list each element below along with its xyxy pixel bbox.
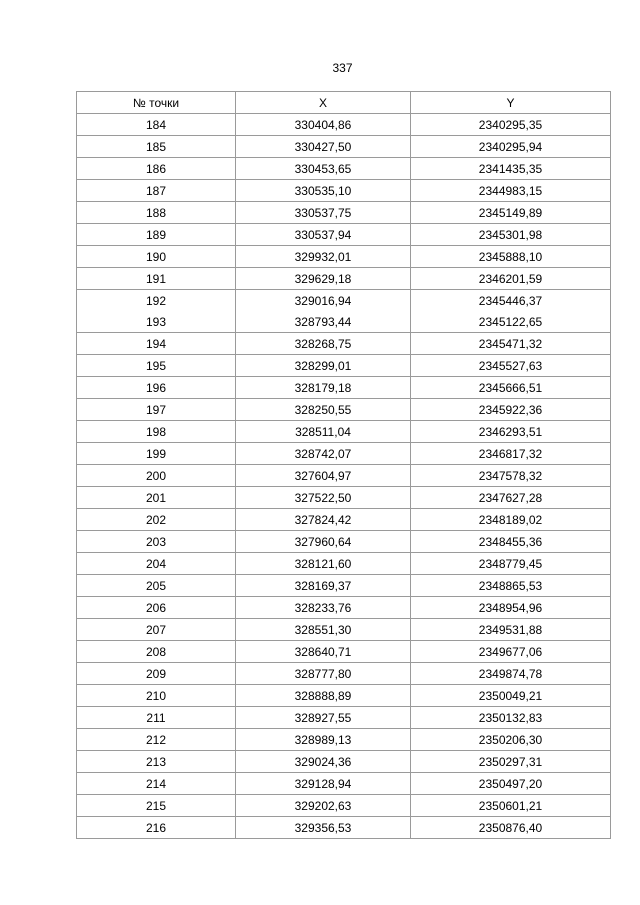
cell-x: 327960,64 (236, 531, 411, 553)
cell-y: 2344983,15 (411, 180, 611, 202)
cell-y: 2345301,98 (411, 224, 611, 246)
cell-y: 2340295,35 (411, 114, 611, 136)
cell-x: 329016,94 (236, 290, 411, 312)
cell-x: 330535,10 (236, 180, 411, 202)
cell-point-number: 186 (77, 158, 236, 180)
cell-point-number: 207 (77, 619, 236, 641)
cell-x: 328742,07 (236, 443, 411, 465)
cell-point-number: 197 (77, 399, 236, 421)
table-row (77, 773, 611, 795)
cell-point-number: 214 (77, 773, 236, 795)
table-row (77, 202, 611, 224)
cell-y: 2348954,96 (411, 597, 611, 619)
cell-y: 2347578,32 (411, 465, 611, 487)
table-row (77, 707, 611, 729)
table-row (77, 729, 611, 751)
cell-x: 327604,97 (236, 465, 411, 487)
cell-x: 328233,76 (236, 597, 411, 619)
header-x: X (236, 92, 411, 114)
header-y: Y (411, 92, 611, 114)
cell-point-number: 206 (77, 597, 236, 619)
cell-point-number: 195 (77, 355, 236, 377)
cell-x: 328250,55 (236, 399, 411, 421)
table-row (77, 597, 611, 619)
cell-x: 330427,50 (236, 136, 411, 158)
cell-point-number: 187 (77, 180, 236, 202)
table-row (77, 641, 611, 663)
cell-y: 2350497,20 (411, 773, 611, 795)
cell-x: 328121,60 (236, 553, 411, 575)
cell-x: 329356,53 (236, 817, 411, 839)
cell-y: 2348455,36 (411, 531, 611, 553)
cell-y: 2345446,37 (411, 290, 611, 312)
table-row (77, 180, 611, 202)
cell-y: 2350132,83 (411, 707, 611, 729)
cell-x: 328777,80 (236, 663, 411, 685)
cell-x: 329202,63 (236, 795, 411, 817)
cell-x: 328927,55 (236, 707, 411, 729)
cell-y: 2345471,32 (411, 333, 611, 355)
table-row (77, 355, 611, 377)
cell-y: 2350206,30 (411, 729, 611, 751)
cell-x: 328299,01 (236, 355, 411, 377)
cell-y: 2340295,94 (411, 136, 611, 158)
cell-y: 2341435,35 (411, 158, 611, 180)
table-row (77, 136, 611, 158)
table-row (77, 553, 611, 575)
cell-y: 2345527,63 (411, 355, 611, 377)
table-row (77, 158, 611, 180)
cell-x: 329128,94 (236, 773, 411, 795)
cell-x: 330404,86 (236, 114, 411, 136)
cell-point-number: 191 (77, 268, 236, 290)
cell-y: 2350876,40 (411, 817, 611, 839)
table-row (77, 817, 611, 839)
coordinates-table (76, 91, 611, 839)
table-row (77, 311, 611, 333)
cell-x: 328793,44 (236, 311, 411, 333)
table-row (77, 268, 611, 290)
cell-point-number: 185 (77, 136, 236, 158)
cell-x: 328169,37 (236, 575, 411, 597)
cell-x: 328888,89 (236, 685, 411, 707)
table-row (77, 663, 611, 685)
cell-y: 2348865,53 (411, 575, 611, 597)
cell-x: 329629,18 (236, 268, 411, 290)
cell-x: 327824,42 (236, 509, 411, 531)
cell-point-number: 202 (77, 509, 236, 531)
cell-point-number: 203 (77, 531, 236, 553)
cell-y: 2350601,21 (411, 795, 611, 817)
table-row (77, 333, 611, 355)
cell-x: 328551,30 (236, 619, 411, 641)
cell-x: 330537,75 (236, 202, 411, 224)
table-body (77, 114, 611, 839)
cell-y: 2349677,06 (411, 641, 611, 663)
cell-y: 2346293,51 (411, 421, 611, 443)
cell-point-number: 212 (77, 729, 236, 751)
header-row (77, 92, 611, 114)
table-row (77, 377, 611, 399)
table-row (77, 290, 611, 312)
table-row (77, 421, 611, 443)
table-row (77, 399, 611, 421)
cell-point-number: 192 (77, 290, 236, 312)
cell-x: 328989,13 (236, 729, 411, 751)
cell-point-number: 210 (77, 685, 236, 707)
cell-point-number: 196 (77, 377, 236, 399)
cell-point-number: 201 (77, 487, 236, 509)
table-row (77, 246, 611, 268)
table-row (77, 465, 611, 487)
cell-point-number: 189 (77, 224, 236, 246)
table-row (77, 224, 611, 246)
cell-x: 327522,50 (236, 487, 411, 509)
cell-y: 2350297,31 (411, 751, 611, 773)
cell-point-number: 209 (77, 663, 236, 685)
cell-x: 328179,18 (236, 377, 411, 399)
cell-point-number: 211 (77, 707, 236, 729)
cell-point-number: 215 (77, 795, 236, 817)
cell-point-number: 216 (77, 817, 236, 839)
cell-y: 2345666,51 (411, 377, 611, 399)
cell-x: 329932,01 (236, 246, 411, 268)
table-row (77, 685, 611, 707)
cell-y: 2348779,45 (411, 553, 611, 575)
cell-point-number: 208 (77, 641, 236, 663)
table-row (77, 575, 611, 597)
table-row (77, 443, 611, 465)
cell-point-number: 198 (77, 421, 236, 443)
cell-point-number: 205 (77, 575, 236, 597)
cell-y: 2348189,02 (411, 509, 611, 531)
table-row (77, 751, 611, 773)
table-header (77, 92, 611, 114)
cell-point-number: 188 (77, 202, 236, 224)
cell-point-number: 213 (77, 751, 236, 773)
cell-x: 329024,36 (236, 751, 411, 773)
cell-point-number: 193 (77, 311, 236, 333)
table-row (77, 619, 611, 641)
table-row (77, 531, 611, 553)
cell-x: 328511,04 (236, 421, 411, 443)
cell-point-number: 204 (77, 553, 236, 575)
cell-x: 330537,94 (236, 224, 411, 246)
cell-point-number: 184 (77, 114, 236, 136)
page-number: 337 (332, 61, 353, 75)
cell-y: 2349874,78 (411, 663, 611, 685)
cell-y: 2345122,65 (411, 311, 611, 333)
cell-y: 2346201,59 (411, 268, 611, 290)
cell-x: 330453,65 (236, 158, 411, 180)
cell-point-number: 194 (77, 333, 236, 355)
header-point-number: № точки (77, 92, 236, 114)
table-row (77, 509, 611, 531)
table-row (77, 795, 611, 817)
cell-y: 2345149,89 (411, 202, 611, 224)
cell-y: 2350049,21 (411, 685, 611, 707)
cell-y: 2345888,10 (411, 246, 611, 268)
cell-y: 2347627,28 (411, 487, 611, 509)
cell-point-number: 200 (77, 465, 236, 487)
cell-point-number: 199 (77, 443, 236, 465)
table-row (77, 114, 611, 136)
cell-y: 2345922,36 (411, 399, 611, 421)
cell-x: 328268,75 (236, 333, 411, 355)
table-row (77, 487, 611, 509)
cell-y: 2346817,32 (411, 443, 611, 465)
cell-point-number: 190 (77, 246, 236, 268)
cell-x: 328640,71 (236, 641, 411, 663)
cell-y: 2349531,88 (411, 619, 611, 641)
